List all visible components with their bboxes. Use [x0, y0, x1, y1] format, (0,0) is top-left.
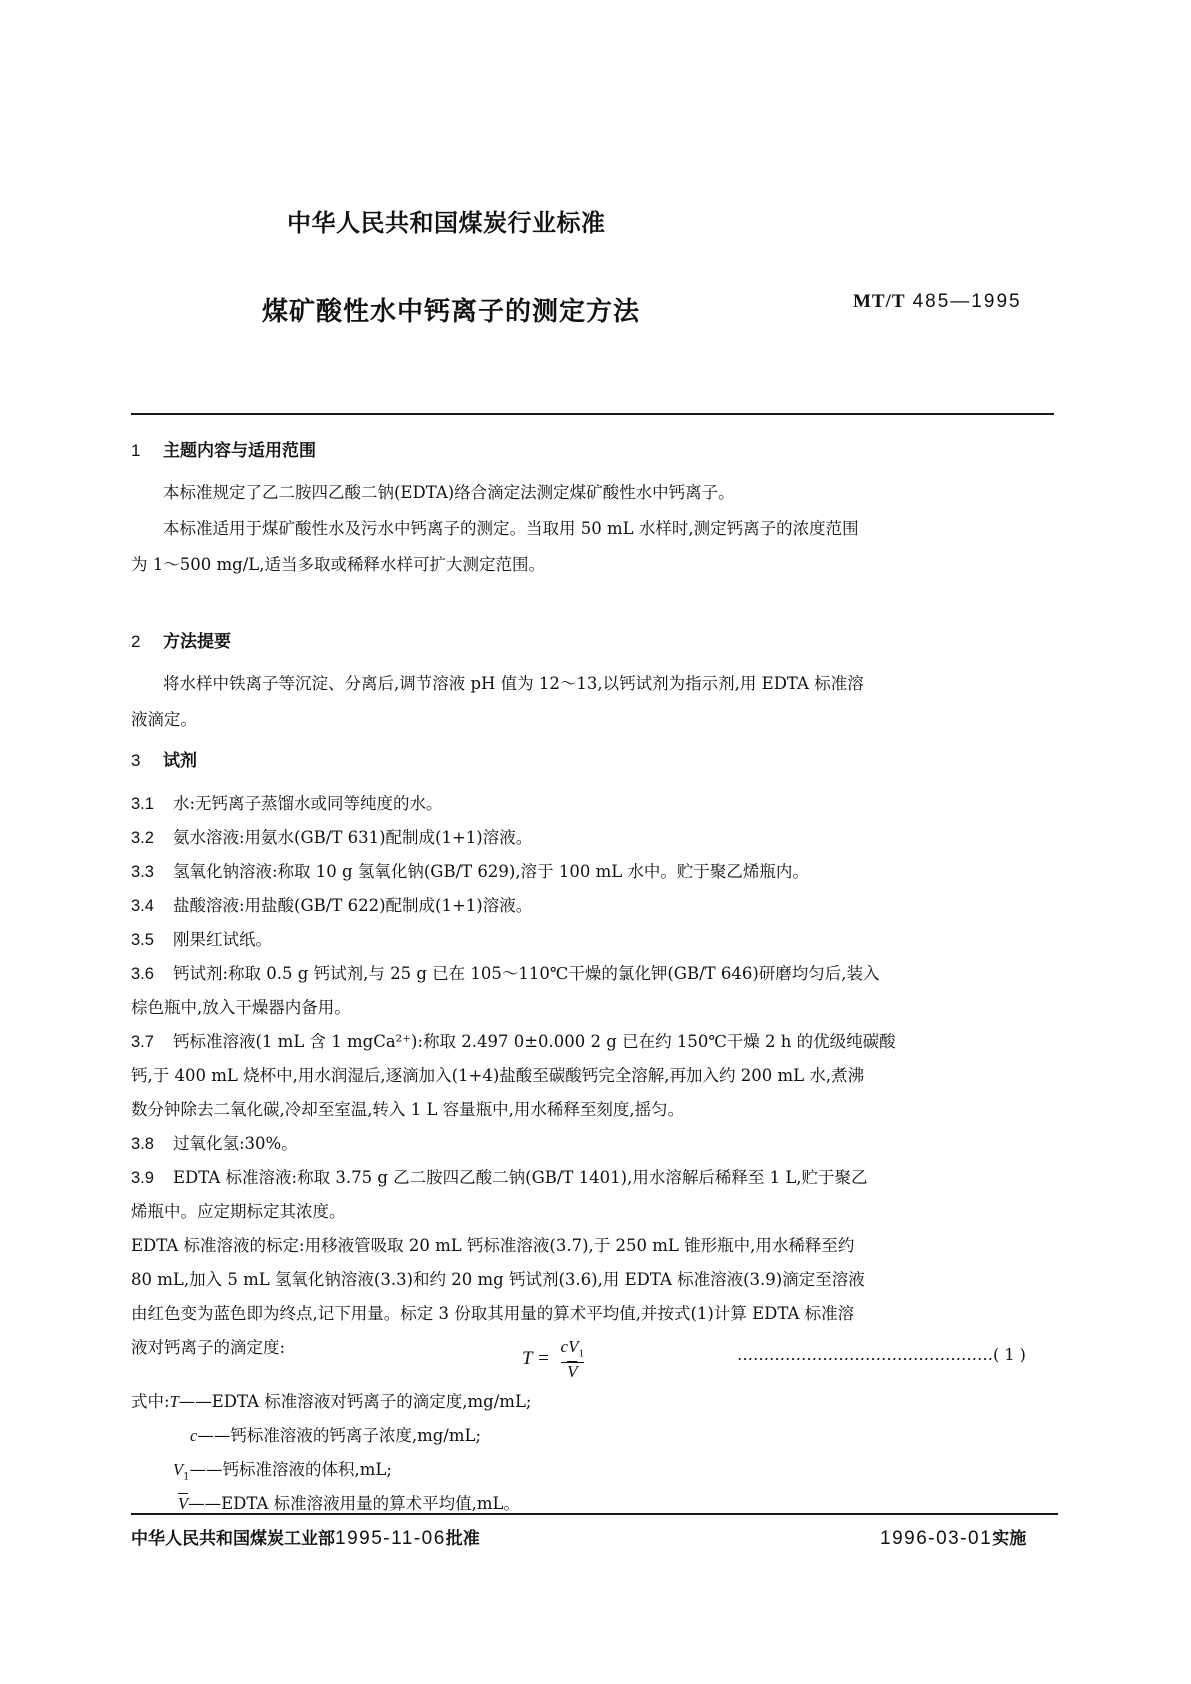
reagent-item-3-6-continuation: 棕色瓶中,放入干燥器内备用。	[131, 998, 351, 1017]
footer-divider	[131, 1513, 1058, 1515]
numerator-subscript: 1	[578, 1347, 584, 1360]
legend-intro: 式中:	[131, 1392, 170, 1411]
section-title: 主题内容与适用范围	[163, 441, 316, 461]
reagent-item-3-1	[131, 786, 443, 822]
issuing-organization: 中华人民共和国煤炭行业标准	[287, 209, 606, 237]
legend-symbol: V	[173, 1460, 184, 1479]
reagent-item-3-3	[131, 854, 809, 890]
equation-number-line	[737, 1345, 1026, 1364]
approval-date: 1995-11-06	[335, 1528, 446, 1549]
item-number: 3.6	[131, 965, 154, 983]
paragraph: 本标准规定了乙二胺四乙酸二钠(EDTA)络合滴定法测定煤矿酸性水中钙离子。	[163, 483, 735, 502]
standard-code	[853, 290, 1022, 313]
equation-number: ( 1 )	[993, 1345, 1026, 1364]
legend-entry-vbar	[178, 1487, 520, 1521]
item-text: 氢氧化钠溶液:称取 10 g 氢氧化钠(GB/T 629),溶于 100 mL 水中。贮于聚乙烯瓶内。	[173, 862, 809, 881]
effective-date: 1996-03-01	[880, 1528, 993, 1549]
standard-code-number: 485—1995	[912, 291, 1022, 312]
legend-symbol: T	[169, 1392, 179, 1411]
legend-symbol: $\overline{V}$	[178, 1494, 189, 1513]
legend-text: ——钙标准溶液的钙离子浓度,mg/mL;	[197, 1426, 482, 1445]
section-heading-1	[131, 436, 316, 461]
calibration-paragraph: 液对钙离子的滴定度:	[131, 1338, 286, 1357]
section-heading-2	[131, 627, 231, 652]
formula-fraction	[561, 1338, 584, 1381]
item-text: 盐酸溶液:用盐酸(GB/T 622)配制成(1+1)溶液。	[173, 896, 533, 915]
section-heading-3	[131, 746, 197, 771]
item-text: 刚果红试纸。	[173, 930, 272, 949]
approval-label: 批准	[445, 1529, 480, 1549]
section-title: 试剂	[163, 751, 197, 771]
denominator-text: V	[567, 1362, 578, 1382]
item-number: 3.3	[131, 863, 154, 881]
legend-entry-t	[131, 1385, 531, 1419]
header-divider	[131, 413, 1054, 415]
item-text: 氨水溶液:用氨水(GB/T 631)配制成(1+1)溶液。	[173, 828, 533, 847]
item-number: 3.7	[131, 1033, 154, 1051]
reagent-item-3-9-continuation: 烯瓶中。应定期标定其浓度。	[131, 1202, 346, 1221]
reagent-item-3-2	[131, 820, 532, 856]
leader-dots: …………………………………………	[737, 1345, 993, 1364]
numerator-text: cV	[560, 1337, 579, 1356]
item-text: 钙试剂:称取 0.5 g 钙试剂,与 25 g 已在 105～110℃干燥的氯化钾(GB/T 646)研磨均匀后,装入	[173, 964, 880, 983]
item-text: EDTA 标准溶液:称取 3.75 g 乙二胺四乙酸二钠(GB/T 1401),用水溶解后稀释至 1 L,贮于聚乙	[173, 1168, 868, 1187]
item-number: 3.1	[131, 795, 154, 813]
calibration-paragraph: 由红色变为蓝色即为终点,记下用量。标定 3 份取其用量的算术平均值,并按式(1)计算 EDTA 标准溶	[131, 1304, 855, 1323]
reagent-item-3-5	[131, 922, 272, 958]
item-number: 3.4	[131, 897, 154, 915]
legend-entry-c	[190, 1419, 481, 1453]
section-number: 2	[131, 632, 141, 651]
formula-lhs: T =	[522, 1348, 550, 1370]
item-number: 3.8	[131, 1135, 154, 1153]
item-number: 3.9	[131, 1169, 154, 1187]
paragraph-continuation: 为 1～500 mg/L,适当多取或稀释水样可扩大测定范围。	[131, 555, 545, 574]
reagent-item-3-9	[131, 1160, 868, 1196]
item-text: 过氧化氢:30%。	[173, 1134, 298, 1153]
legend-text: ——钙标准溶液的体积,mL;	[189, 1460, 392, 1479]
paragraph: 将水样中铁离子等沉淀、分离后,调节溶液 pH 值为 12～13,以钙试剂为指示剂,用 EDTA 标准溶	[163, 674, 864, 693]
legend-symbol: c	[190, 1426, 198, 1445]
legend-subscript: 1	[183, 1471, 190, 1483]
legend-text: ——EDTA 标准溶液对钙离子的滴定度,mg/mL;	[178, 1392, 532, 1411]
formula-denominator	[561, 1362, 584, 1381]
reagent-item-3-8	[131, 1126, 298, 1162]
item-number: 3.5	[131, 931, 154, 949]
document-title: 煤矿酸性水中钙离子的测定方法	[262, 297, 641, 327]
section-number: 3	[131, 751, 141, 770]
reagent-item-3-4	[131, 888, 532, 924]
paragraph: 本标准适用于煤矿酸性水及污水中钙离子的测定。当取用 50 mL 水样时,测定钙离子的浓度范围	[163, 519, 859, 538]
reagent-item-3-7-continuation: 数分钟除去二氧化碳,冷却至室温,转入 1 L 容量瓶中,用水稀释至刻度,摇匀。	[131, 1100, 685, 1119]
paragraph-continuation: 液滴定。	[131, 710, 197, 729]
formula-1	[522, 1338, 584, 1381]
calibration-paragraph: 80 mL,加入 5 mL 氢氧化钠溶液(3.3)和约 20 mg 钙试剂(3.6),用 EDTA 标准溶液(3.9)滴定至溶液	[131, 1270, 865, 1289]
effective-label: 实施	[992, 1529, 1027, 1549]
item-text: 水:无钙离子蒸馏水或同等纯度的水。	[173, 794, 443, 813]
item-text: 钙标准溶液(1 mL 含 1 mgCa²⁺):称取 2.497 0±0.000 2 g 已在约 150℃干燥 2 h 的优级纯碳酸	[173, 1032, 896, 1051]
section-number: 1	[131, 441, 141, 460]
approval-info	[131, 1524, 480, 1550]
calibration-paragraph: EDTA 标准溶液的标定:用移液管吸取 20 mL 钙标准溶液(3.7),于 250 mL 锥形瓶中,用水稀释至约	[131, 1236, 855, 1255]
reagent-item-3-7	[131, 1024, 896, 1060]
standard-code-prefix: MT/T	[853, 291, 906, 312]
section-title: 方法提要	[163, 632, 231, 652]
reagent-item-3-6	[131, 956, 880, 992]
item-number: 3.2	[131, 829, 154, 847]
approver: 中华人民共和国煤炭工业部	[131, 1529, 335, 1549]
formula-numerator	[561, 1338, 584, 1362]
legend-text: ——EDTA 标准溶液用量的算术平均值,mL。	[188, 1494, 520, 1513]
effective-info	[880, 1524, 1026, 1550]
reagent-item-3-7-continuation: 钙,于 400 mL 烧杯中,用水润湿后,逐滴加入(1+4)盐酸至碳酸钙完全溶解,再加入约 200 mL 水,煮沸	[131, 1066, 865, 1085]
